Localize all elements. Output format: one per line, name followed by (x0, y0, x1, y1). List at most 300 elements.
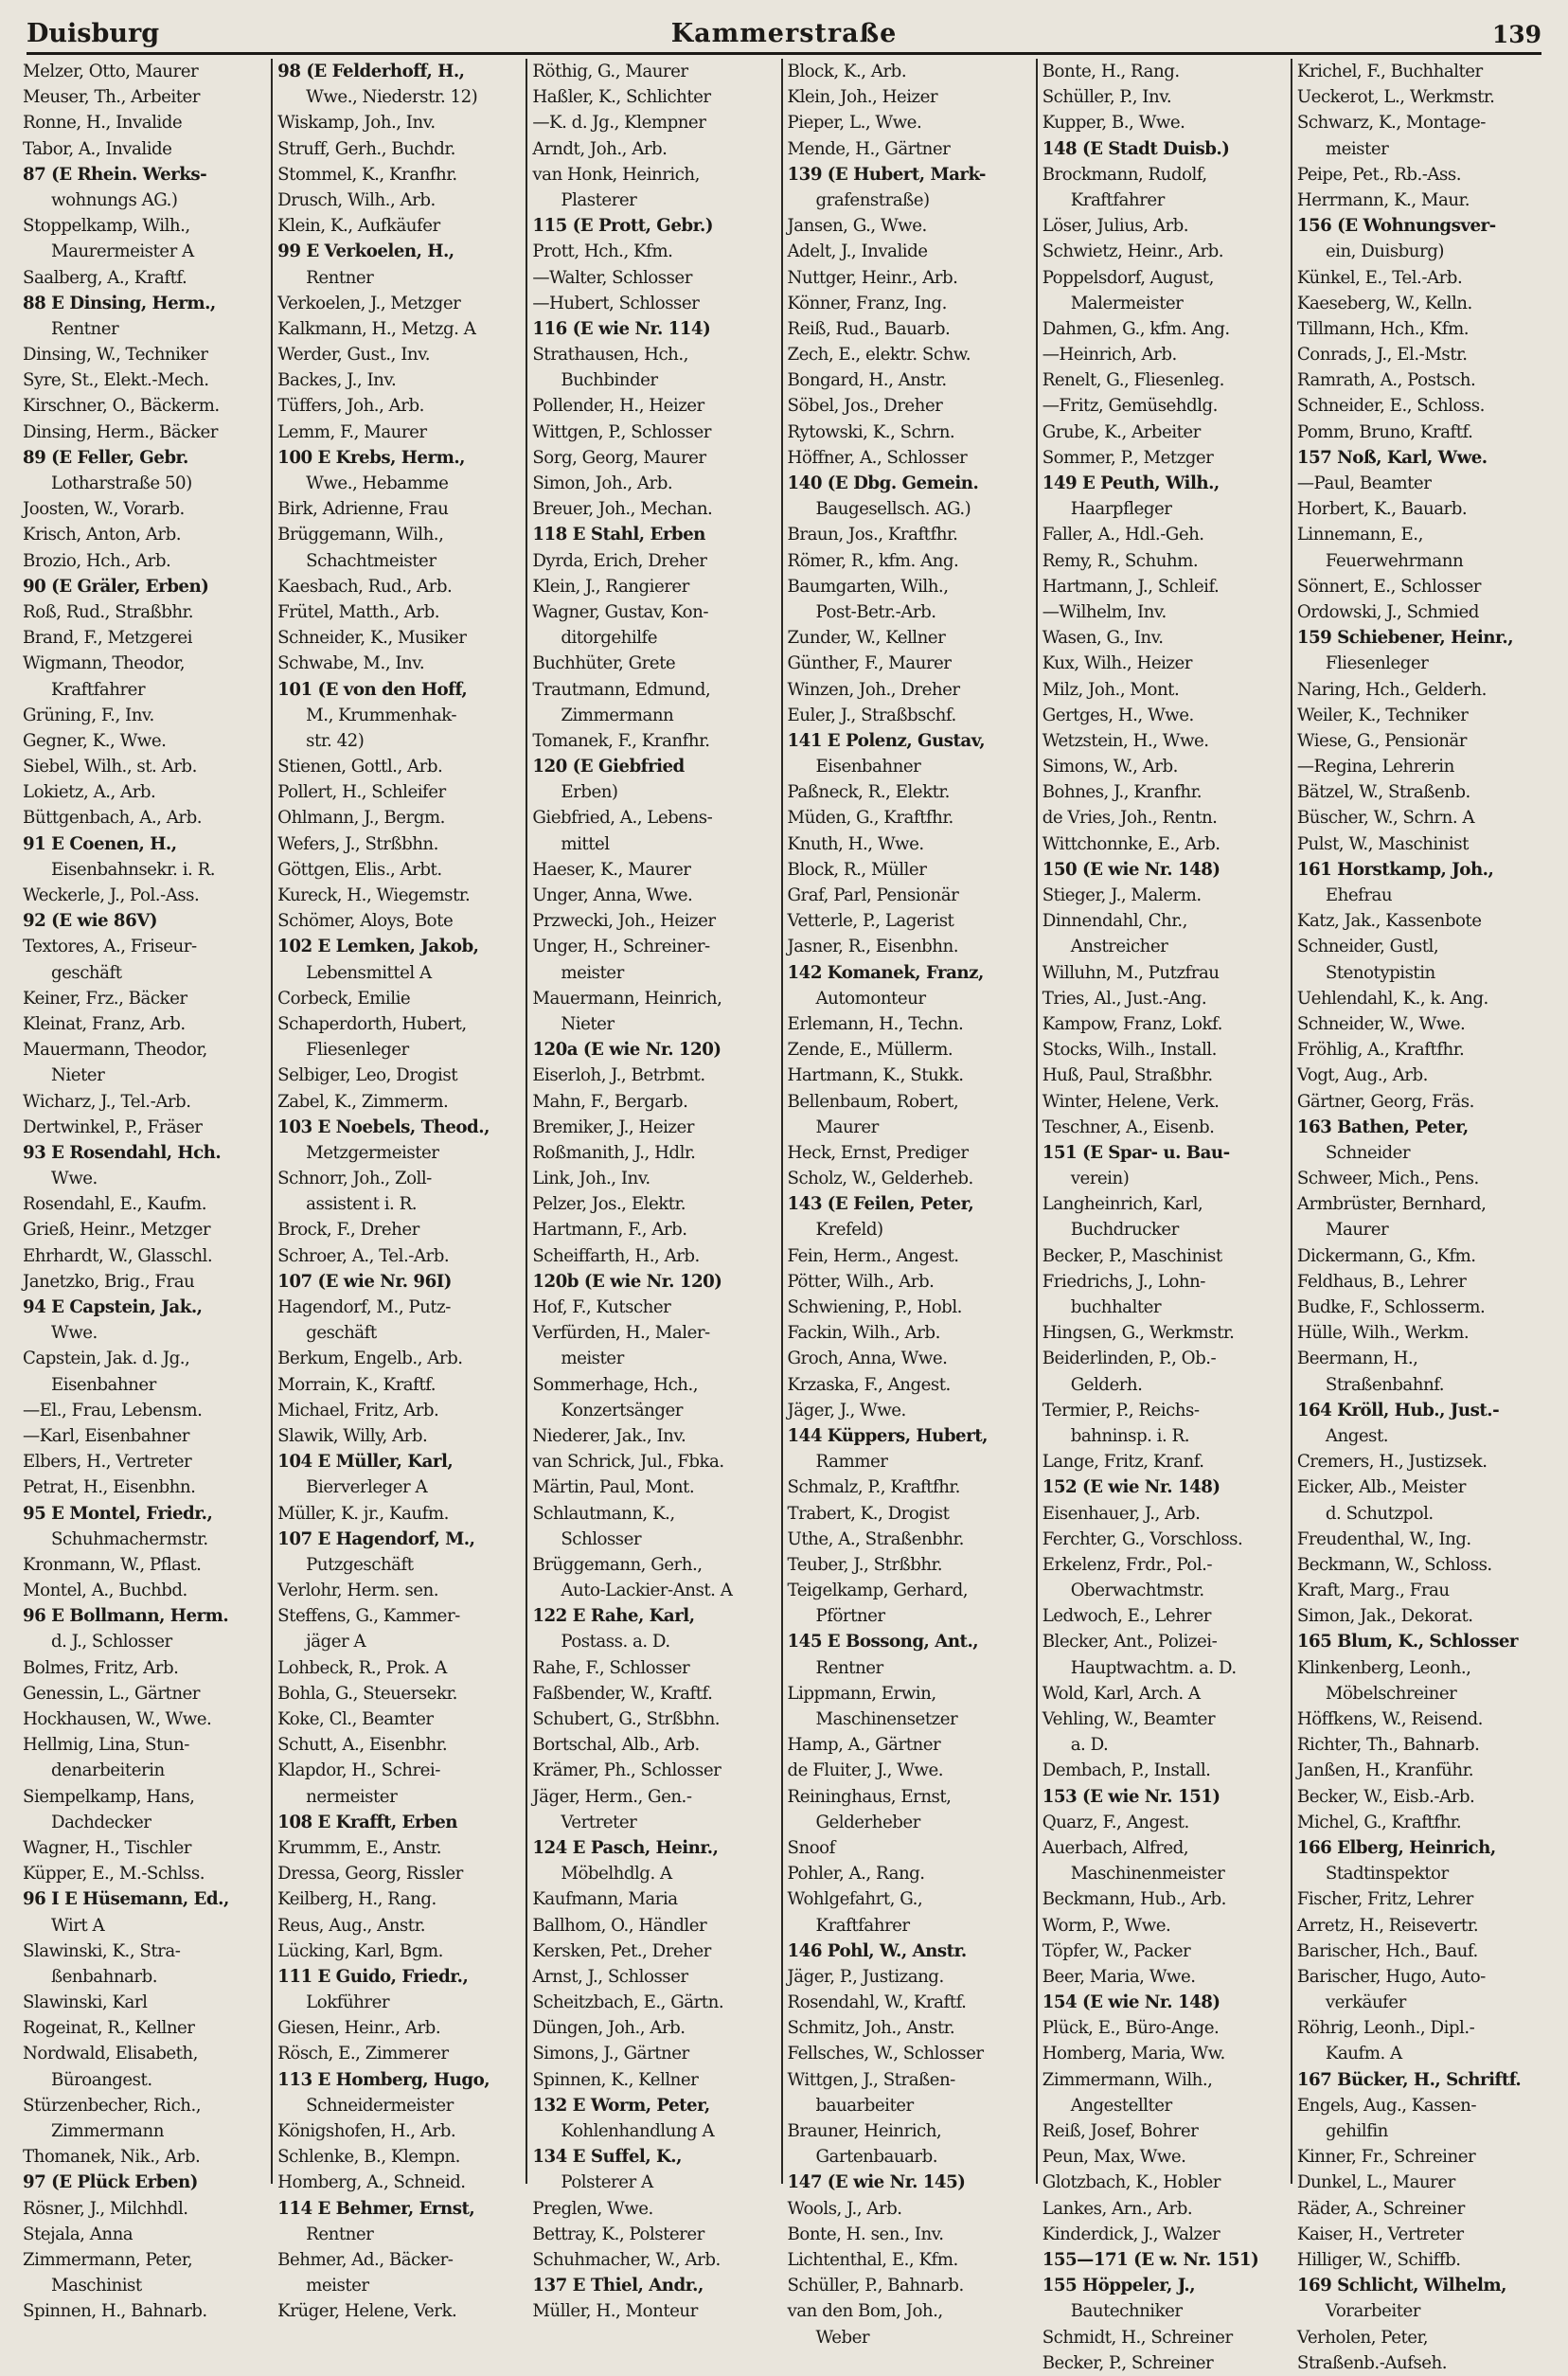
entry-continuation: Wwe. (51, 1169, 98, 1189)
house-entry: 100 E Krebs, Herm., (277, 447, 465, 468)
resident-entry: —El., Frau, Lebensm. (23, 1400, 203, 1420)
resident-entry: Przwecki, Joh., Heizer (532, 911, 716, 932)
entry-continuation: Stadtinspektor (1325, 1864, 1449, 1885)
resident-entry: Stienen, Gottl., Arb. (277, 757, 443, 777)
resident-entry: Langheinrich, Karl, (1042, 1194, 1203, 1215)
resident-entry: Morrain, K., Kraftf. (277, 1374, 437, 1395)
entry-continuation: Straßenbahnf. (1325, 1374, 1445, 1395)
resident-entry: Klinkenberg, Leonh., (1296, 1657, 1471, 1678)
resident-entry: Schmitz, Joh., Anstr. (787, 2018, 955, 2039)
resident-entry: Wetzstein, H., Wwe. (1042, 730, 1209, 751)
resident-entry: Homberg, Maria, Ww. (1042, 2044, 1225, 2064)
resident-entry: Büttgenbach, A., Arb. (23, 808, 202, 829)
resident-entry: Küpper, E., M.-Schlss. (23, 1864, 205, 1885)
resident-entry: Sönnert, E., Schlosser (1296, 576, 1481, 597)
house-entry: 114 E Behmer, Ernst, (277, 2198, 475, 2219)
resident-entry: Arnst, J., Schlosser (532, 1966, 688, 1987)
resident-entry: Krichel, F., Buchhalter (1296, 62, 1483, 81)
entry-continuation: Schneidermeister (306, 2095, 454, 2116)
resident-entry: Fackin, Wilh., Arb. (787, 1323, 940, 1344)
resident-entry: Michel, G., Kraftfhr. (1296, 1812, 1462, 1832)
resident-entry: Stejala, Anna (23, 2224, 134, 2244)
resident-entry: van Schrick, Jul., Fbka. (532, 1452, 724, 1473)
resident-entry: Ohlmann, J., Bergm. (277, 808, 445, 829)
resident-entry: Trabert, K., Drogist (787, 1503, 950, 1524)
resident-entry: Haßler, K., Schlichter (532, 87, 711, 108)
resident-entry: Bolmes, Fritz, Arb. (23, 1657, 179, 1678)
entry-continuation: ein, Duisburg) (1325, 241, 1444, 262)
entry-continuation: Polsterer A (561, 2172, 653, 2193)
entry-continuation: Haarpfleger (1070, 499, 1172, 520)
resident-entry: Petrat, H., Eisenbhn. (23, 1477, 196, 1498)
resident-entry: Dinsing, W., Techniker (23, 345, 208, 366)
resident-entry: Roß, Rud., Straßbhr. (23, 601, 194, 622)
entry-continuation: Rentner (815, 1657, 883, 1678)
entry-continuation: Vertreter (561, 1812, 637, 1832)
resident-entry: Peipe, Pet., Rb.-Ass. (1296, 164, 1462, 185)
resident-entry: Syre, St., Elekt.-Mech. (23, 370, 209, 391)
resident-entry: Hof, F., Kutscher (532, 1297, 671, 1317)
resident-entry: Zimmermann, Peter, (23, 2249, 193, 2270)
column-5 (1036, 59, 1291, 2373)
resident-entry: Grube, K., Arbeiter (1042, 421, 1201, 442)
resident-entry: Bellenbaum, Robert, (787, 1091, 959, 1112)
resident-entry: Naring, Hch., Gelderh. (1296, 679, 1487, 700)
resident-entry: Remy, R., Schuhm. (1042, 550, 1199, 571)
entry-continuation: Rentner (51, 318, 119, 339)
resident-entry: Künkel, E., Tel.-Arb. (1296, 267, 1463, 288)
resident-entry: Hellmig, Lina, Stun- (23, 1735, 189, 1756)
resident-entry: Hilliger, W., Schiffb. (1296, 2249, 1461, 2270)
house-entry: 159 Schiebener, Heinr., (1296, 628, 1514, 649)
resident-entry: Snoof (787, 1837, 835, 1858)
resident-entry: Horbert, K., Bauarb. (1296, 499, 1468, 520)
entry-continuation: meister (561, 962, 624, 983)
resident-entry: —Fritz, Gemüsehdlg. (1042, 396, 1218, 417)
entry-continuation: Wwe., Niederstr. 12) (306, 87, 478, 108)
resident-entry: Sommer, P., Metzger (1042, 447, 1214, 468)
entry-continuation: Maurer (1325, 1220, 1389, 1241)
resident-entry: Mauermann, Theodor, (23, 1040, 207, 1061)
resident-entry: Capstein, Jak. d. Jg., (23, 1349, 190, 1369)
resident-entry: Reininghaus, Ernst, (787, 1786, 952, 1807)
resident-entry: Quarz, F., Angest. (1042, 1812, 1189, 1832)
resident-entry: Feldhaus, B., Lehrer (1296, 1271, 1467, 1292)
resident-entry: Kaiser, H., Vertreter (1296, 2224, 1464, 2244)
entry-continuation: Möbelschreiner (1325, 1683, 1457, 1704)
resident-entry: Jasner, R., Eisenbhn. (787, 937, 959, 957)
house-entry: 155 Höppeler, J., (1042, 2276, 1196, 2296)
resident-entry: Glotzbach, K., Hobler (1042, 2172, 1221, 2193)
resident-entry: Backes, J., Inv. (277, 370, 397, 391)
resident-entry: Vehling, W., Beamter (1042, 1709, 1216, 1729)
entry-continuation: Gelderheber (815, 1812, 920, 1832)
resident-entry: Sommerhage, Hch., (532, 1374, 699, 1395)
resident-entry: Weiler, K., Techniker (1296, 705, 1469, 725)
entry-continuation: Lokführer (306, 1992, 390, 2013)
resident-entry: Brauner, Heinrich, (787, 2121, 942, 2141)
resident-entry: Brüggemann, Gerh., (532, 1554, 703, 1575)
resident-entry: Nuttger, Heinr., Arb. (787, 267, 958, 288)
entry-continuation: Ehefrau (1325, 885, 1393, 905)
resident-entry: Stieger, J., Malerm. (1042, 885, 1202, 905)
entry-continuation: nermeister (306, 1786, 398, 1807)
entry-continuation: Eisenbahner (815, 757, 921, 777)
resident-entry: Elbers, H., Vertreter (23, 1452, 192, 1473)
house-entry: 107 (E wie Nr. 96I) (277, 1271, 452, 1292)
resident-entry: Selbiger, Leo, Drogist (277, 1065, 458, 1086)
resident-entry: Siempelkamp, Hans, (23, 1786, 195, 1807)
resident-entry: Berkum, Engelb., Arb. (277, 1349, 463, 1369)
entry-continuation: Angestellter (1070, 2095, 1172, 2116)
resident-entry: Hingsen, G., Werkmstr. (1042, 1323, 1235, 1344)
resident-entry: Weckerle, J., Pol.-Ass. (23, 885, 200, 905)
resident-entry: Plück, E., Büro-Ange. (1042, 2018, 1220, 2039)
resident-entry: Schweer, Mich., Pens. (1296, 1169, 1479, 1189)
house-entry: 113 E Homberg, Hugo, (277, 2069, 490, 2090)
resident-entry: Tillmann, Hch., Kfm. (1296, 318, 1469, 339)
entry-continuation: gehilfin (1325, 2121, 1388, 2141)
house-entry: 166 Elberg, Heinrich, (1296, 1837, 1496, 1858)
house-entry: 141 E Polenz, Gustav, (787, 730, 986, 751)
house-entry: 164 Kröll, Hub., Just.- (1296, 1400, 1500, 1420)
house-entry: 88 E Dinsing, Herm., (23, 293, 216, 313)
resident-entry: Teuber, J., Strßbhr. (787, 1554, 943, 1575)
house-entry: 97 (E Plück Erben) (23, 2172, 198, 2193)
resident-entry: Slawik, Willy, Arb. (277, 1425, 428, 1446)
resident-entry: Kampow, Franz, Lokf. (1042, 1013, 1222, 1034)
resident-entry: Steffens, G., Kammer- (277, 1606, 460, 1627)
resident-entry: Behmer, Ad., Bäcker- (277, 2249, 454, 2270)
house-entry: 111 E Guido, Friedr., (277, 1966, 469, 1987)
resident-entry: Schneider, E., Schloss. (1296, 396, 1485, 417)
entry-continuation: grafenstraße) (815, 189, 930, 210)
resident-entry: Fischer, Fritz, Lehrer (1296, 1889, 1473, 1910)
resident-entry: Beiderlinden, P., Ob.- (1042, 1349, 1217, 1369)
house-entry: 163 Bathen, Peter, (1296, 1117, 1469, 1137)
resident-entry: Graf, Parl, Pensionär (787, 885, 959, 905)
entry-continuation: Bautechniker (1070, 2301, 1183, 2322)
resident-entry: Fellsches, W., Schlosser (787, 2044, 984, 2064)
resident-entry: Koke, Cl., Beamter (277, 1709, 434, 1729)
resident-entry: Pötter, Wilh., Arb. (787, 1271, 935, 1292)
house-entry: 124 E Pasch, Heinr., (532, 1837, 719, 1858)
resident-entry: Uehlendahl, K., k. Ang. (1296, 988, 1488, 1009)
resident-entry: Winzen, Joh., Dreher (787, 679, 960, 700)
resident-entry: Textores, A., Friseur- (23, 937, 197, 957)
resident-entry: Schwarz, K., Montage- (1296, 113, 1486, 134)
resident-entry: Termier, P., Reichs- (1042, 1400, 1200, 1420)
resident-entry: Nordwald, Elisabeth, (23, 2044, 198, 2064)
resident-entry: Link, Joh., Inv. (532, 1169, 650, 1189)
resident-entry: Ledwoch, E., Lehrer (1042, 1606, 1211, 1627)
entry-continuation: Lebensmittel A (306, 962, 432, 983)
resident-entry: Richter, Th., Bahnarb. (1296, 1735, 1480, 1756)
resident-entry: Thomanek, Nik., Arb. (23, 2147, 201, 2168)
entry-continuation: Feuerwehrmann (1325, 550, 1464, 571)
resident-entry: Schroer, A., Tel.-Arb. (277, 1245, 450, 1266)
resident-entry: Slawinski, Karl (23, 1992, 148, 2013)
resident-entry: Schuhmacher, W., Arb. (532, 2249, 721, 2270)
resident-entry: Groch, Anna, Wwe. (787, 1349, 948, 1369)
resident-entry: Lücking, Karl, Bgm. (277, 1940, 443, 1961)
resident-entry: Siebel, Wilh., st. Arb. (23, 757, 197, 777)
resident-entry: Melzer, Otto, Maurer (23, 62, 199, 81)
resident-entry: Herrmann, K., Maur. (1296, 189, 1470, 210)
resident-entry: Dyrda, Erich, Dreher (532, 550, 707, 571)
resident-entry: Bohla, G., Steuersekr. (277, 1683, 457, 1704)
resident-entry: Töpfer, W., Packer (1042, 1940, 1191, 1961)
resident-entry: Wiese, G., Pensionär (1296, 730, 1467, 751)
house-entry: 139 (E Hubert, Mark- (787, 164, 986, 185)
resident-entry: Gertges, H., Wwe. (1042, 705, 1194, 725)
resident-entry: Zech, E., elektr. Schw. (787, 345, 971, 366)
resident-entry: Spinnen, K., Kellner (532, 2069, 699, 2090)
resident-entry: Eicker, Alb., Meister (1296, 1477, 1466, 1498)
resident-entry: Düngen, Joh., Arb. (532, 2018, 686, 2039)
resident-entry: Meuser, Th., Arbeiter (23, 87, 200, 108)
resident-entry: Beckmann, Hub., Arb. (1042, 1889, 1226, 1910)
resident-entry: Peun, Max, Wwe. (1042, 2147, 1186, 2168)
resident-entry: Knuth, H., Wwe. (787, 833, 924, 854)
house-entry: 154 (E wie Nr. 148) (1042, 1992, 1221, 2013)
house-entry: 146 Pohl, W., Anstr. (787, 1940, 967, 1961)
resident-entry: Barischer, Hugo, Auto- (1296, 1966, 1486, 1987)
resident-entry: Friedrichs, J., Lohn- (1042, 1271, 1205, 1292)
house-entry: 167 Bücker, H., Schriftf. (1296, 2069, 1522, 2090)
resident-entry: Rahe, F., Schlosser (532, 1657, 690, 1678)
resident-entry: Fröhlig, A., Kraftfhr. (1296, 1040, 1465, 1061)
resident-entry: Lohbeck, R., Prok. A (277, 1657, 447, 1678)
resident-entry: Adelt, J., Invalide (787, 241, 928, 262)
resident-entry: Stürzenbecher, Rich., (23, 2095, 202, 2116)
resident-entry: Bortschal, Alb., Arb. (532, 1735, 700, 1756)
resident-entry: Wittchonnke, E., Arb. (1042, 833, 1221, 854)
resident-entry: Reiß, Josef, Bohrer (1042, 2121, 1199, 2141)
resident-entry: Rosendahl, W., Kraftf. (787, 1992, 967, 2013)
resident-entry: Barischer, Hch., Bauf. (1296, 1940, 1478, 1961)
resident-entry: Erkelenz, Frdr., Pol.- (1042, 1554, 1213, 1575)
house-entry: 96 I E Hüsemann, Ed., (23, 1889, 229, 1910)
resident-entry: Saalberg, A., Kraftf. (23, 267, 187, 288)
house-entry: 115 (E Prott, Gebr.) (532, 216, 713, 237)
house-entry: 134 E Suffel, K., (532, 2147, 682, 2168)
resident-entry: Göttgen, Elis., Arbt. (277, 859, 442, 880)
resident-entry: Fein, Herm., Angest. (787, 1245, 959, 1266)
entry-continuation: Weber (815, 2327, 870, 2348)
resident-entry: Reus, Aug., Anstr. (277, 1915, 426, 1936)
resident-entry: Brockmann, Rudolf, (1042, 164, 1207, 185)
entry-continuation: ditorgehilfe (561, 628, 658, 649)
house-entry: 90 (E Gräler, Erben) (23, 576, 209, 597)
resident-entry: Baumgarten, Wilh., (787, 576, 949, 597)
resident-entry: Tomanek, F., Kranfhr. (532, 730, 710, 751)
resident-entry: Ehrhardt, W., Glasschl. (23, 1245, 213, 1266)
resident-entry: Ueckerot, L., Werkmstr. (1296, 87, 1495, 108)
entry-continuation: Vorarbeiter (1325, 2301, 1420, 2322)
resident-entry: Günther, F., Maurer (787, 653, 952, 674)
resident-entry: —Paul, Beamter (1296, 473, 1432, 493)
resident-entry: Teschner, A., Eisenb. (1042, 1117, 1215, 1137)
resident-entry: Unger, H., Schreiner- (532, 937, 710, 957)
entry-continuation: Maurer (815, 1117, 879, 1137)
page-number: 139 (1491, 21, 1541, 48)
resident-entry: Verfürden, H., Maler- (532, 1323, 710, 1344)
resident-entry: Könner, Franz, Ing. (787, 293, 947, 313)
entry-continuation: Maurermeister A (51, 241, 194, 262)
resident-entry: Gärtner, Georg, Fräs. (1296, 1091, 1474, 1112)
city-name: Duisburg (27, 19, 160, 48)
resident-entry: Müller, K. jr., Kaufm. (277, 1503, 449, 1524)
resident-entry: Frütel, Matth., Arb. (277, 601, 440, 622)
resident-entry: Räder, A., Schreiner (1296, 2198, 1465, 2219)
resident-entry: Eisenhauer, J., Arb. (1042, 1503, 1201, 1524)
entry-continuation: Eisenbahnsekr. i. R. (51, 859, 216, 880)
resident-entry: Blecker, Ant., Polizei- (1042, 1632, 1218, 1652)
resident-entry: Mahn, F., Bergarb. (532, 1091, 688, 1112)
entry-continuation: Eisenbahner (51, 1374, 156, 1395)
resident-entry: Rösch, E., Zimmerer (277, 2044, 449, 2064)
resident-entry: de Vries, Joh., Rentn. (1042, 808, 1218, 829)
street-name: Kammerstraße (670, 19, 898, 48)
entry-continuation: Metzgermeister (306, 1142, 439, 1163)
house-entry: 104 E Müller, Karl, (277, 1452, 454, 1473)
resident-entry: Hockhausen, W., Wwe. (23, 1709, 212, 1729)
house-entry: 89 (E Feller, Gebr. (23, 447, 188, 468)
entry-continuation: Gelderh. (1070, 1374, 1143, 1395)
resident-entry: Freudenthal, W., Ing. (1296, 1528, 1471, 1549)
resident-entry: Linnemann, E., (1296, 525, 1423, 545)
resident-entry: Kaeseberg, W., Kelln. (1296, 293, 1472, 313)
resident-entry: Kux, Wilh., Heizer (1042, 653, 1192, 674)
resident-entry: Pomm, Bruno, Kraftf. (1296, 421, 1473, 442)
house-entry: 137 E Thiel, Andr., (532, 2276, 704, 2296)
house-entry: 143 (E Feilen, Peter, (787, 1194, 974, 1215)
resident-entry: Dahmen, G., kfm. Ang. (1042, 318, 1230, 339)
resident-entry: Becker, P., Maschinist (1042, 1245, 1222, 1266)
resident-entry: Scheiffarth, H., Arb. (532, 1245, 700, 1266)
house-entry: 108 E Krafft, Erben (277, 1812, 458, 1832)
resident-entry: Straßenb.-Aufseh. (1296, 2352, 1448, 2373)
resident-entry: Hartmann, F., Arb. (532, 1220, 687, 1241)
resident-entry: —Wilhelm, Inv. (1042, 601, 1167, 622)
entry-continuation: meister (1325, 138, 1389, 159)
resident-entry: Janßen, H., Kranführ. (1296, 1760, 1474, 1781)
column-6 (1291, 59, 1545, 2373)
resident-entry: Höffkens, W., Reisend. (1296, 1709, 1483, 1729)
resident-entry: Grüning, F., Inv. (23, 705, 154, 725)
resident-entry: Kleinat, Franz, Arb. (23, 1013, 186, 1034)
resident-entry: Pelzer, Jos., Elektr. (532, 1194, 686, 1215)
resident-entry: Krisch, Anton, Arb. (23, 525, 182, 545)
house-entry: 169 Schlicht, Wilhelm, (1296, 2276, 1506, 2296)
resident-entry: Gegner, K., Wwe. (23, 730, 167, 751)
resident-entry: Zabel, K., Zimmerm. (277, 1091, 449, 1112)
entry-continuation: Krefeld) (815, 1220, 883, 1241)
house-entry: 95 E Montel, Friedr., (23, 1503, 213, 1524)
house-entry: 92 (E wie 86V) (23, 911, 157, 932)
resident-entry: Tries, Al., Just.-Ang. (1042, 988, 1207, 1009)
entry-continuation: Fliesenleger (1325, 653, 1429, 674)
resident-entry: Pohler, A., Rang. (787, 1864, 925, 1885)
resident-entry: Unger, Anna, Wwe. (532, 885, 693, 905)
resident-entry: Wagner, H., Tischler (23, 1837, 191, 1858)
resident-entry: Struff, Gerh., Buchdr. (277, 138, 455, 159)
resident-entry: Simon, Joh., Arb. (532, 473, 673, 493)
resident-entry: —Walter, Schlosser (532, 267, 692, 288)
resident-entry: Dunkel, L., Maurer (1296, 2172, 1455, 2193)
resident-entry: Lankes, Arn., Arb. (1042, 2198, 1193, 2219)
resident-entry: Arndt, Joh., Arb. (532, 138, 668, 159)
resident-entry: Brand, F., Metzgerei (23, 628, 192, 649)
house-entry: 150 (E wie Nr. 148) (1042, 859, 1221, 880)
resident-entry: Worm, P., Wwe. (1042, 1915, 1171, 1936)
resident-entry: Euler, J., Straßbschf. (787, 705, 956, 725)
house-entry: 118 E Stahl, Erben (532, 525, 705, 545)
resident-entry: Kupper, B., Wwe. (1042, 113, 1185, 134)
resident-entry: Eiserloh, J., Betrbmt. (532, 1065, 705, 1086)
resident-entry: Brozio, Hch., Arb. (23, 550, 171, 571)
resident-entry: Mauermann, Heinrich, (532, 988, 722, 1009)
resident-entry: Hartmann, J., Schleif. (1042, 576, 1220, 597)
resident-entry: Pieper, L., Wwe. (787, 113, 922, 134)
resident-entry: Pollender, H., Heizer (532, 396, 704, 417)
entry-continuation: Buchbinder (561, 370, 658, 391)
house-entry: 103 E Noebels, Theod., (277, 1117, 490, 1137)
resident-entry: Krzaska, F., Angest. (787, 1374, 951, 1395)
resident-entry: Drusch, Wilh., Arb. (277, 189, 436, 210)
resident-entry: Höffner, A., Schlosser (787, 447, 968, 468)
entry-continuation: Nieter (561, 1013, 615, 1034)
entry-continuation: Angest. (1325, 1425, 1389, 1446)
resident-entry: Stoppelkamp, Wilh., (23, 216, 190, 237)
house-entry: 155—171 (E w. Nr. 151) (1042, 2249, 1259, 2270)
entry-continuation: Kraftfahrer (1070, 189, 1165, 210)
house-entry: 151 (E Spar- u. Bau- (1042, 1142, 1230, 1163)
resident-entry: Ordowski, J., Schmied (1296, 601, 1479, 622)
column-4 (781, 59, 1036, 2348)
resident-entry: Krüger, Helene, Verk. (277, 2301, 457, 2322)
resident-entry: Vogt, Aug., Arb. (1296, 1065, 1428, 1086)
resident-entry: Scheitzbach, E., Gärtn. (532, 1992, 724, 2013)
resident-entry: Hartmann, K., Stukk. (787, 1065, 964, 1086)
resident-entry: —Regina, Lehrerin (1296, 757, 1454, 777)
entry-continuation: bauarbeiter (815, 2095, 914, 2116)
entry-continuation: Erben) (561, 782, 618, 803)
entry-continuation: geschäft (306, 1323, 377, 1344)
resident-entry: Becker, P., Schreiner (1042, 2352, 1214, 2373)
resident-entry: Schaperdorth, Hubert, (277, 1013, 467, 1034)
entry-continuation: meister (561, 1349, 624, 1369)
resident-entry: Zende, E., Müllerm. (787, 1040, 953, 1061)
resident-entry: Bätzel, W., Straßenb. (1296, 782, 1470, 803)
resident-entry: Buchhüter, Grete (532, 653, 676, 674)
resident-entry: Lichtenthal, E., Kfm. (787, 2249, 958, 2270)
entry-continuation: Büroangest. (51, 2069, 152, 2090)
resident-entry: —Hubert, Schlosser (532, 293, 700, 313)
resident-entry: Sorg, Georg, Maurer (532, 447, 706, 468)
resident-entry: Kersken, Pet., Dreher (532, 1940, 711, 1961)
resident-entry: Stommel, K., Kranfhr. (277, 164, 457, 185)
resident-entry: Zunder, W., Kellner (787, 628, 946, 649)
entry-continuation: d. Schutzpol. (1325, 1503, 1434, 1524)
resident-entry: Kureck, H., Wiegemstr. (277, 885, 471, 905)
resident-entry: Dinnendahl, Chr., (1042, 911, 1187, 932)
house-entry: 120a (E wie Nr. 120) (532, 1040, 722, 1061)
resident-entry: Klein, K., Aufkäufer (277, 216, 440, 237)
resident-entry: Heck, Ernst, Prediger (787, 1142, 969, 1163)
house-entry: 153 (E wie Nr. 151) (1042, 1786, 1221, 1807)
